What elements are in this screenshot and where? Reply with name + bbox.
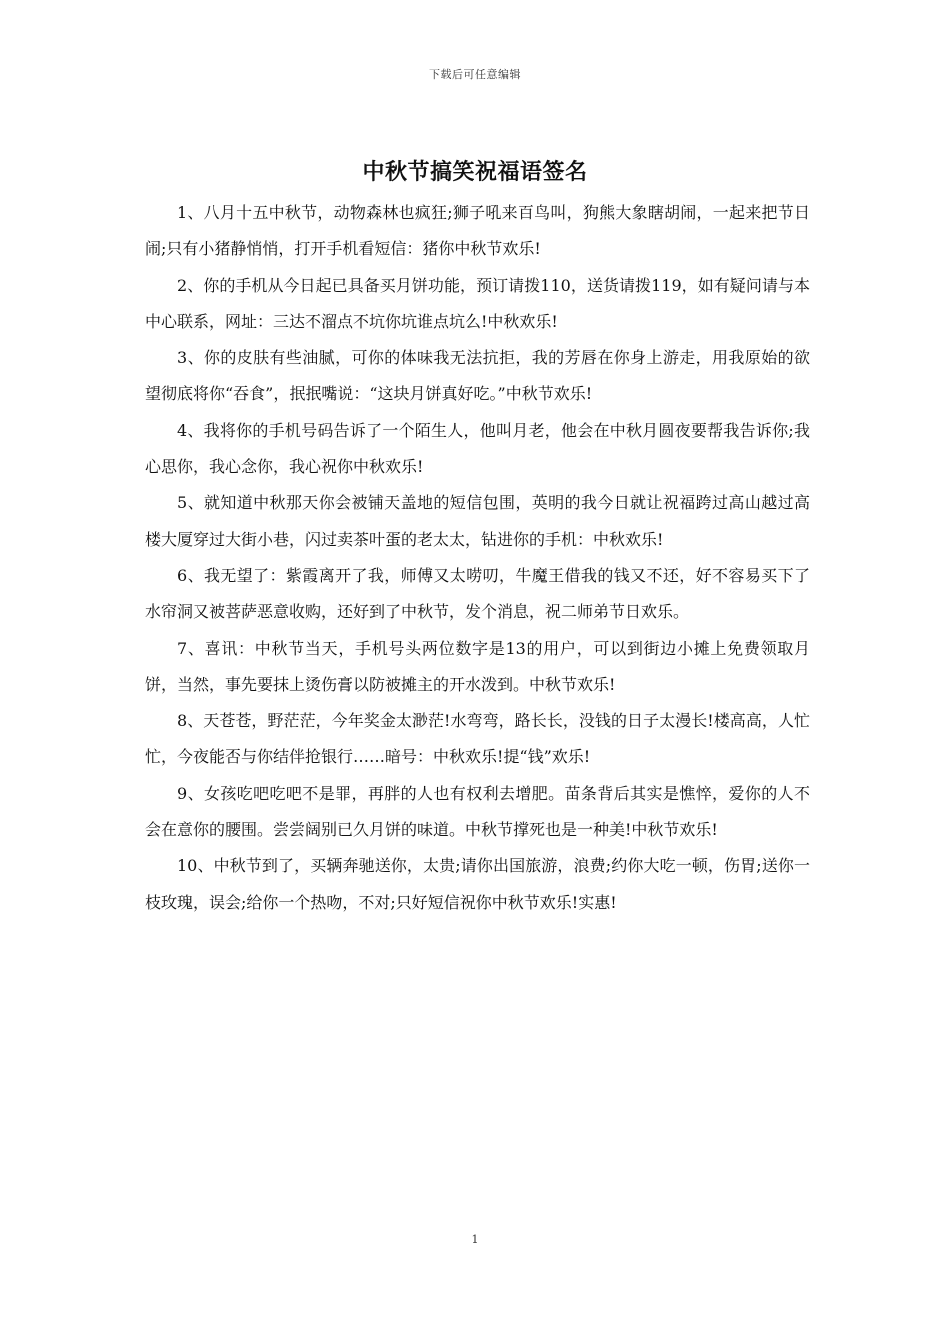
paragraph-8: 8、天苍苍，野茫茫，今年奖金太渺茫!水弯弯，路长长，没钱的日子太漫长!楼高高，人忙忙，今夜能否与你结伴抢银行……暗号：中秋欢乐!提“钱”欢乐! [145, 711, 810, 767]
page-number: 1 [471, 1233, 479, 1246]
document-title: 中秋节搞笑祝福语签名 [362, 159, 588, 185]
page-header-note: 下载后可任意编辑 [429, 68, 521, 81]
document-body [145, 195, 810, 921]
paragraph-9: 9、女孩吃吧吃吧不是罪，再胖的人也有权利去增肥。苗条背后其实是憔悴，爱你的人不会在意你的腰围。尝尝阔别已久月饼的味道。中秋节撑死也是一种美!中秋节欢乐! [145, 783, 810, 840]
paragraph-5: 5、就知道中秋那天你会被铺天盖地的短信包围，英明的我今日就让祝福跨过高山越过高楼大厦穿过大街小巷，闪过卖茶叶蛋的老太太，钻进你的手机：中秋欢乐! [145, 493, 810, 549]
paragraph-10: 10、中秋节到了，买辆奔驰送你，太贵;请你出国旅游，浪费;约你大吃一顿，伤胃;送你一枝玫瑰，误会;给你一个热吻，不对;只好短信祝你中秋节欢乐!实惠! [145, 856, 810, 912]
paragraph-2: 2、你的手机从今日起已具备买月饼功能，预订请拨110，送货请拨119，如有疑问请与本中心联系，网址：三达不溜点不坑你坑谁点坑么!中秋欢乐! [145, 275, 810, 331]
paragraph-7: 7、喜讯：中秋节当天，手机号头两位数字是13的用户，可以到街边小摊上免费领取月饼，当然，事先要抹上烫伤膏以防被摊主的开水泼到。中秋节欢乐! [145, 638, 810, 694]
paragraph-6: 6、我无望了：紫霞离开了我，师傅又太唠叨，牛魔王借我的钱又不还，好不容易买下了水帘洞又被菩萨恶意收购，还好到了中秋节，发个消息，祝二师弟节日欢乐。 [145, 565, 810, 622]
paragraph-1: 1、八月十五中秋节，动物森林也疯狂;狮子吼来百鸟叫，狗熊大象瞎胡闹，一起来把节日闹;只有小猪静悄悄，打开手机看短信：猪你中秋节欢乐! [145, 203, 810, 259]
paragraph-3: 3、你的皮肤有些油腻，可你的体味我无法抗拒，我的芳唇在你身上游走，用我原始的欲望彻底将你“吞食”，抿抿嘴说：“这块月饼真好吃。”中秋节欢乐! [145, 348, 810, 404]
paragraph-4: 4、我将你的手机号码告诉了一个陌生人，他叫月老，他会在中秋月圆夜要帮我告诉你;我心思你，我心念你，我心祝你中秋欢乐! [145, 420, 810, 477]
